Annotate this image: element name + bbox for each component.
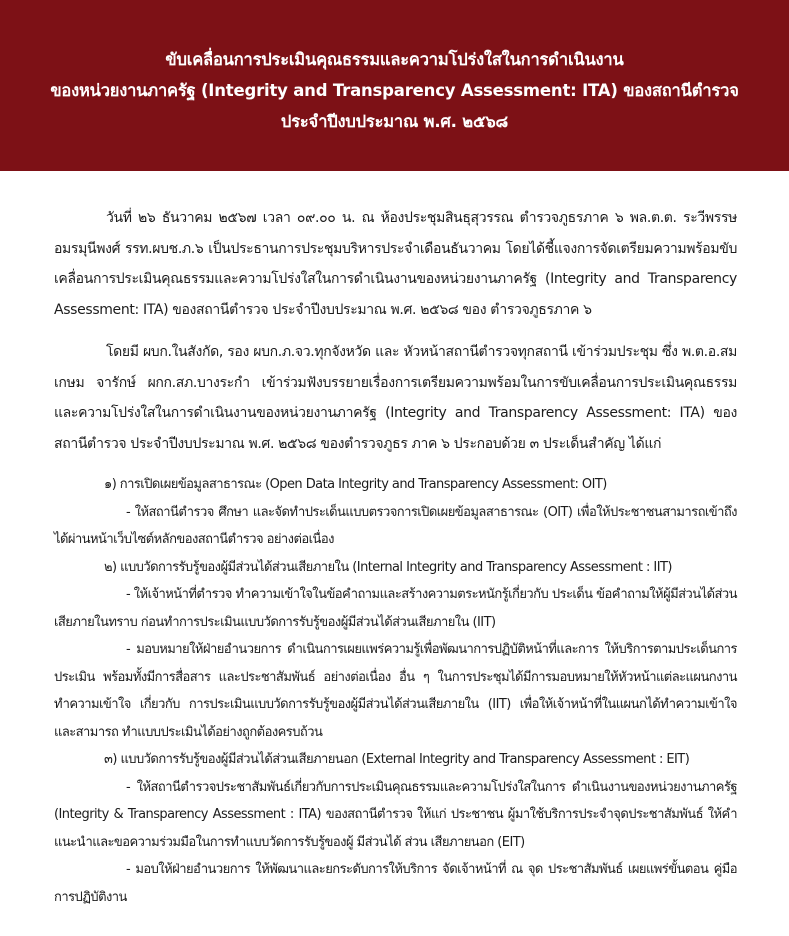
item-point-iit-2: - มอบหมายให้ฝ่ายอำนวยการ ดำเนินการเผยแพร่ความรู้เพื่อพัฒนาการปฏิบัติหน้าที่และการ ให้บริการตามประเด็นการประเมิน พร้อมทั้งมีการสื่อสาร และประชาสัมพันธ์ อย่างต่อเนื่อง อื่น ๆ ในการประชุมได้มีการมอบหมายให้หัวหน้าแต่ละแผนกงาน ทำความเข้าใจ เกี่ยวกับ การประเมินแบบวัดการรับรู้ของผู้มีส่วนได้ส่วนเสียภายใน (IIT) เพื่อให้เจ้าหน้าที่ในแผนกได้ทำความเข้าใจ และสามารถ ทำแบบประเมินได้อย่างถูกต้องครบถ้วน (54, 642, 737, 740)
item-point-iit-1: - ให้เจ้าหน้าที่ตำรวจ ทำความเข้าใจในข้อคำถามและสร้างความตระหนักรู้เกี่ยวกับ ประเด็น ข้อคำถามให้ผู้มีส่วนได้ส่วนเสียภายในทราบ ก่อนทำการประเมินแบบวัดการรับรู้ของผู้มีส่วนได้ส่วนเสียภายใน (IIT) (54, 587, 737, 630)
item-point-eit-1: - ให้สถานีตำรวจประชาสัมพันธ์เกี่ยวกับการประเมินคุณธรรมและความโปร่งใสในการ ดำเนินงานของหน่วยงานภาครัฐ (Integrity & Transparency Assessment : ITA) ของสถานีตำรวจ ให้แก่ ประชาชน ผู้มาใช้บริการประจำจุดประชาสัมพันธ์ ให้คำแนะนำและขอความร่วมมือในการทำแบบวัดการรับรู้ของผู้ มีส่วนได้ ส่วน เสียภายนอก (EIT) (54, 779, 737, 850)
article-body (0, 171, 789, 911)
title-banner (0, 0, 789, 171)
item-heading-eit: ๓) แบบวัดการรับรู้ของผู้มีส่วนได้ส่วนเสียภายนอก (External Integrity and Transparency Assessment : EIT) (104, 752, 690, 767)
title-line-3: ประจำปีงบประมาณ พ.ศ. ๒๕๖๘ (280, 112, 509, 131)
key-points-list (54, 471, 737, 911)
title-line-1: ขับเคลื่อนการประเมินคุณธรรมและความโปร่งใสในการดำเนินงาน (165, 50, 624, 69)
attendees-paragraph: โดยมี ผบก.ในสังกัด, รอง ผบก.ภ.จว.ทุกจังหวัด และ หัวหน้าสถานีตำรวจทุกสถานี เข้าร่วมประชุม ซึ่ง พ.ต.อ.สมเกษม จารักษ์ ผกก.สภ.บางระกำ เข้าร่วมฟังบรรยายเรื่องการเตรียมความพร้อมในการขับเคลื่อนการประเมินคุณธรรมและความโปร่งใสในการดำเนินงานของหน่วยงานภาครัฐ (Integrity and Transparency Assessment: ITA) ของสถานีตำรวจ ประจำปีงบประมาณ พ.ศ. ๒๕๖๘ ของตำรวจภูธร ภาค ๖ ประกอบด้วย ๓ ประเด็นสำคัญ ได้แก่ (54, 344, 737, 452)
item-point-eit-2: - มอบให้ฝ่ายอำนวยการ ให้พัฒนาและยกระดับการให้บริการ จัดเจ้าหน้าที่ ณ จุด ประชาสัมพันธ์ เผยแพร่ขั้นตอน คู่มือการปฏิบัติงาน (54, 862, 737, 905)
item-heading-oit: ๑) การเปิดเผยข้อมูลสาธารณะ (Open Data Integrity and Transparency Assessment: OIT) (104, 477, 607, 492)
intro-paragraph: วันที่ ๒๖ ธันวาคม ๒๕๖๗ เวลา ๐๙.๐๐ น. ณ ห้องประชุมสินธุสุวรรณ ตำรวจภูธรภาค ๖ พล.ต.ต. ระวีพรรษ อมรมุนีพงศ์ รรท.ผบช.ภ.๖ เป็นประธานการประชุมบริหารประจำเดือนธันวาคม โดยได้ชี้แจงการจัดเตรียมความพร้อมขับเคลื่อนการประเมินคุณธรรมและความโปร่งใสในการดำเนินงานของหน่วยงานภาครัฐ (Integrity and Transparency Assessment: ITA) ของสถานีตำรวจ ประจำปีงบประมาณ พ.ศ. ๒๕๖๘ ของ ตำรวจภูธรภาค ๖ (54, 210, 737, 318)
item-point-oit-1: - ให้สถานีตำรวจ ศึกษา และจัดทำประเด็นแบบตรวจการเปิดเผยข้อมูลสาธารณะ (OIT) เพื่อให้ประชาชนสามารถเข้าถึงได้ผ่านหน้าเว็บไซต์หลักของสถานีตำรวจ อย่างต่อเนื่อง (54, 504, 737, 547)
item-heading-iit: ๒) แบบวัดการรับรู้ของผู้มีส่วนได้ส่วนเสียภายใน (Internal Integrity and Transparency Assessment : IIT) (104, 559, 672, 575)
title-line-2: ของหน่วยงานภาครัฐ (Integrity and Transparency Assessment: ITA) ของสถานีตำรวจ (50, 81, 739, 100)
